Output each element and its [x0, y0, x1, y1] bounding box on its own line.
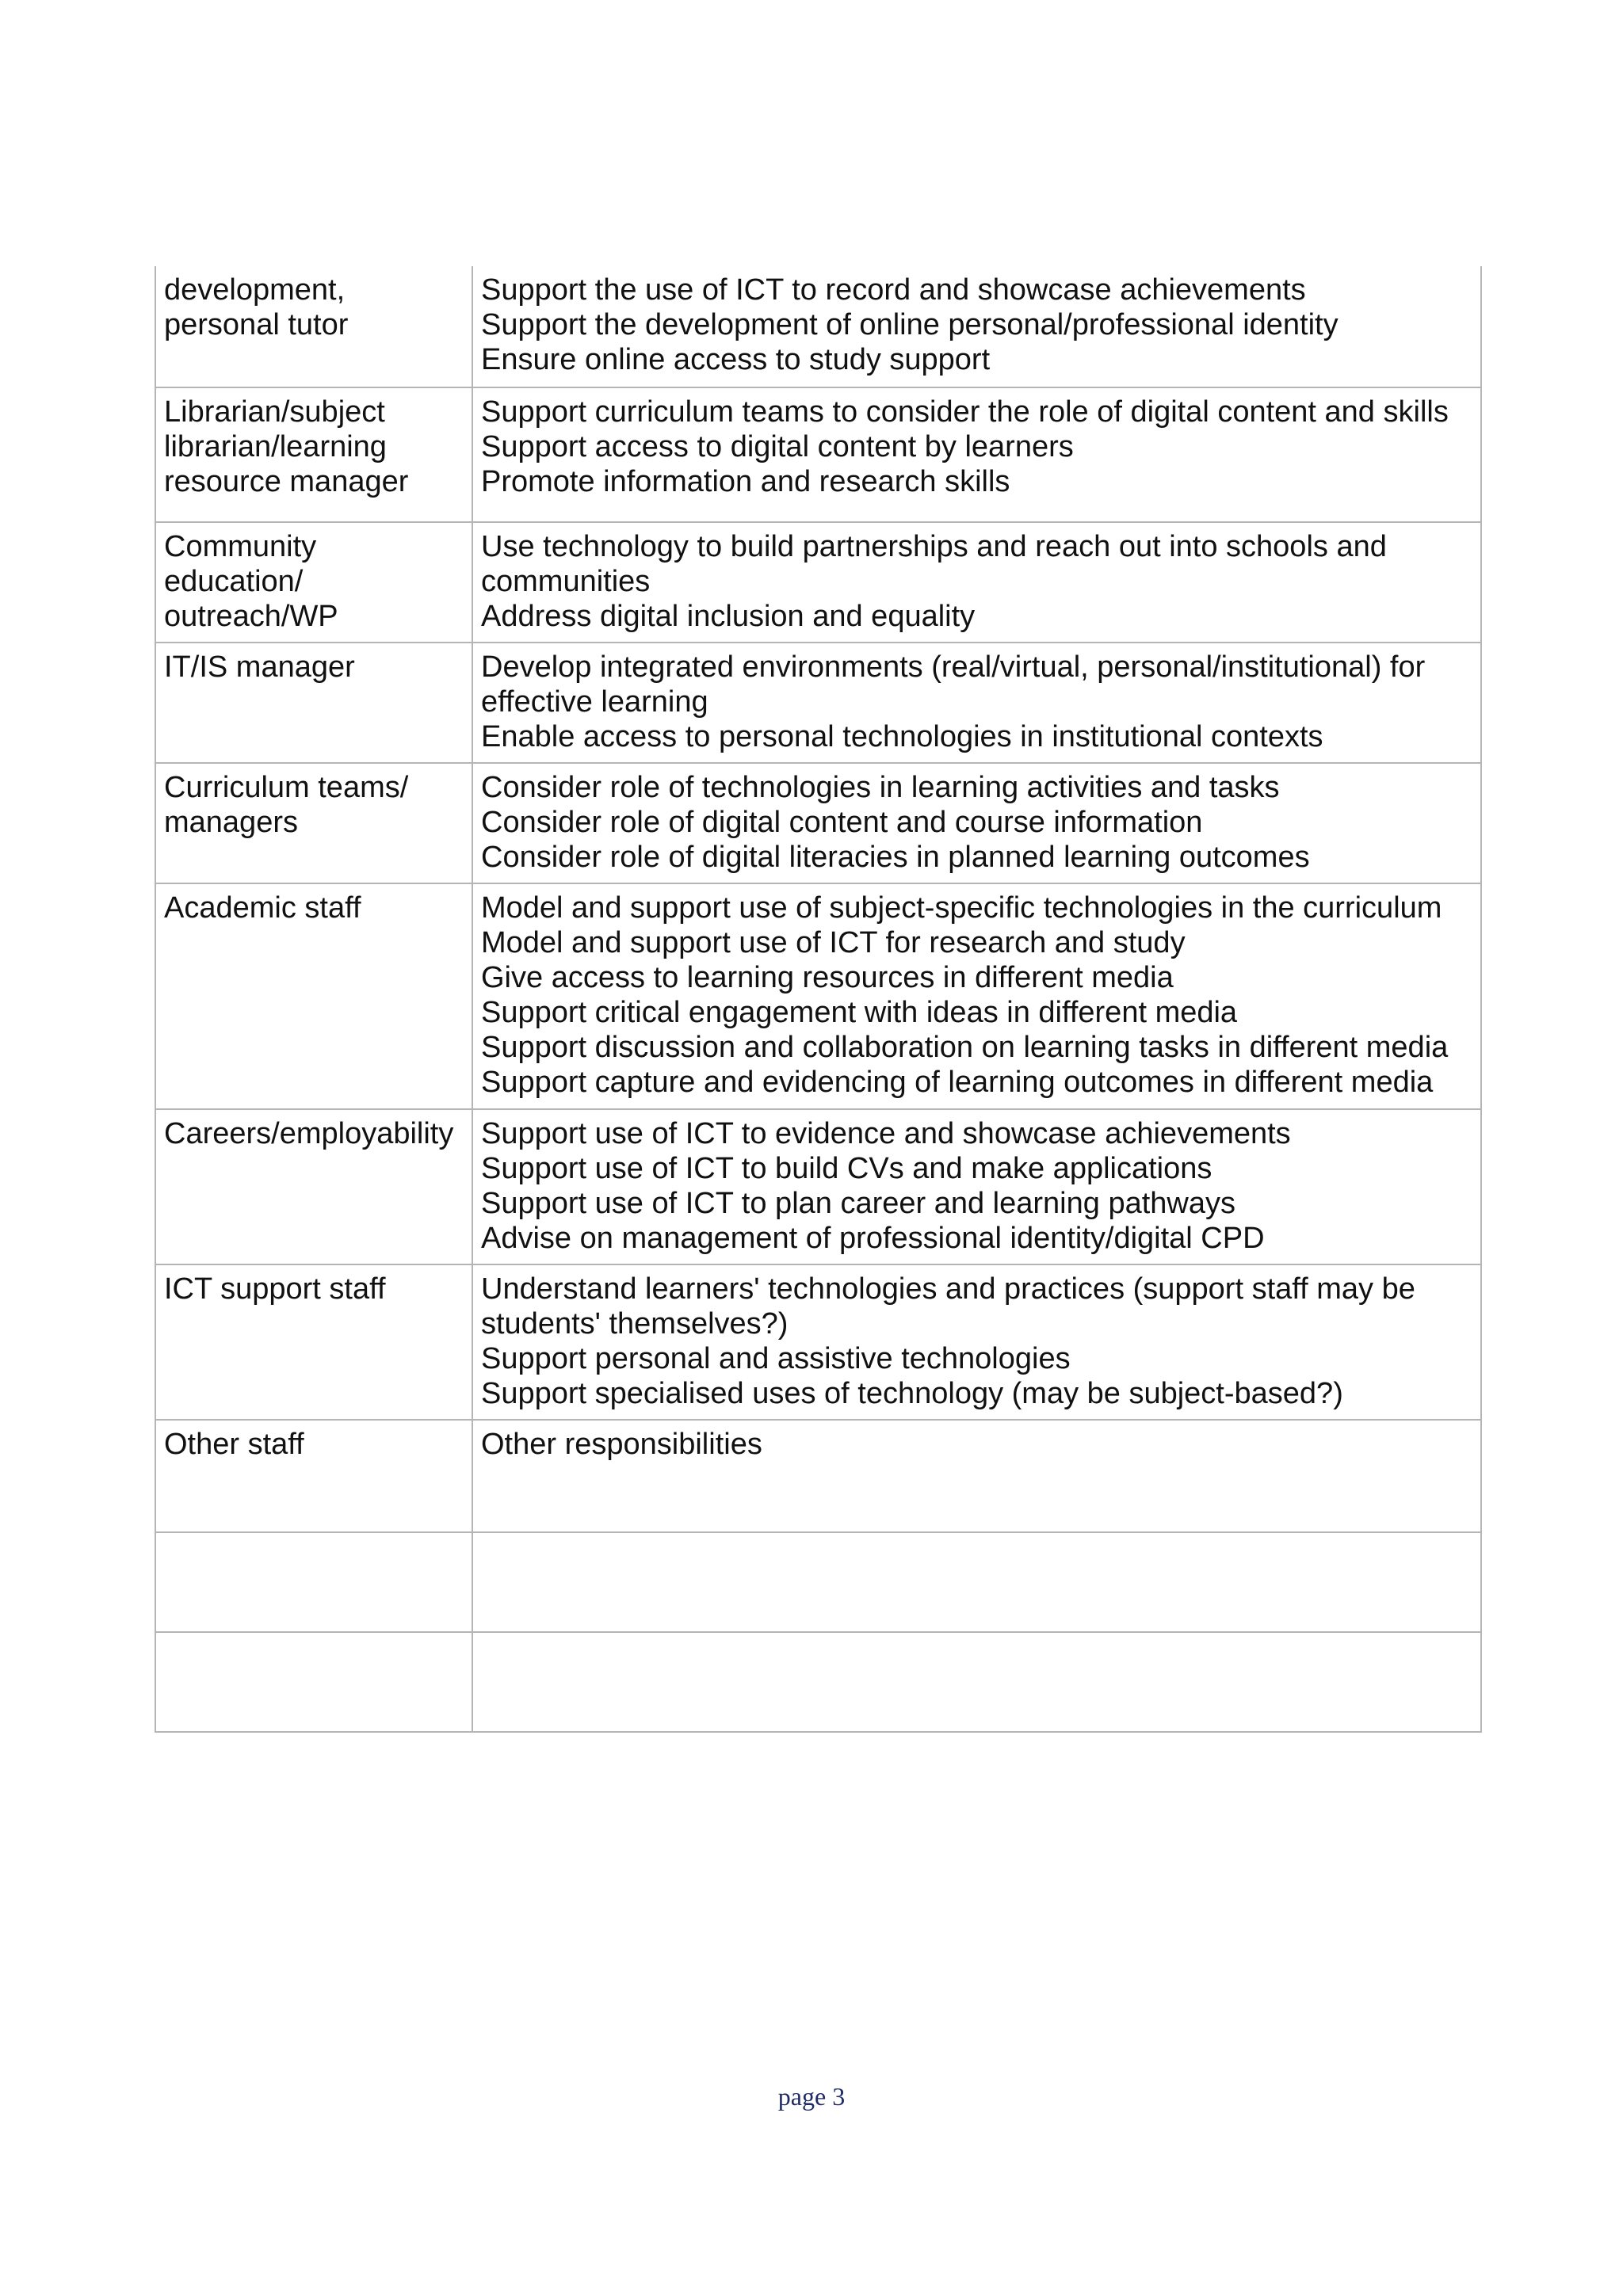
responsibilities-cell: Support curriculum teams to consider the role of digital content and skills Support access to digital content by learners Promote information and research skills [472, 387, 1481, 522]
table-row [155, 1109, 1481, 1264]
table-row [155, 266, 1481, 387]
empty-table-row [155, 1632, 1481, 1732]
responsibilities-cell: Model and support use of subject-specific technologies in the curriculum Model and support use of ICT for research and study Give access to learning resources in different media Support critical engagement with ideas in different media Support discussion and collaboration on learning tasks in different media Support capture and evidencing of learning outcomes in different media [472, 883, 1481, 1109]
table-row [155, 522, 1481, 643]
table-row [155, 643, 1481, 763]
roles-responsibilities-table [155, 266, 1482, 1733]
role-cell: Other staff [155, 1420, 472, 1532]
responsibilities-cell: Develop integrated environments (real/virtual, personal/institutional) for effective learning Enable access to personal technologies in institutional contexts [472, 643, 1481, 763]
table-row [155, 1264, 1481, 1420]
role-cell: IT/IS manager [155, 643, 472, 763]
role-cell [155, 1632, 472, 1732]
role-cell: Academic staff [155, 883, 472, 1109]
empty-table-row [155, 1532, 1481, 1632]
responsibilities-cell [472, 1632, 1481, 1732]
responsibilities-cell: Other responsibilities [472, 1420, 1481, 1532]
role-cell: Careers/employability [155, 1109, 472, 1264]
responsibilities-cell: Use technology to build partnerships and reach out into schools and communities Address digital inclusion and equality [472, 522, 1481, 643]
responsibilities-cell: Understand learners' technologies and practices (support staff may be students' themselves?) Support personal and assistive technologies Support specialised uses of technology (may be subject-based?) [472, 1264, 1481, 1420]
table-row [155, 1420, 1481, 1532]
page-number: page 3 [777, 2082, 846, 2111]
table-row [155, 883, 1481, 1109]
role-cell [155, 1532, 472, 1632]
role-cell: Librarian/subject librarian/learning resource manager [155, 387, 472, 522]
table-row [155, 763, 1481, 883]
role-cell: development, personal tutor [155, 266, 472, 387]
role-cell: ICT support staff [155, 1264, 472, 1420]
responsibilities-cell: Consider role of technologies in learning activities and tasks Consider role of digital content and course information Consider role of digital literacies in planned learning outcomes [472, 763, 1481, 883]
responsibilities-cell: Support use of ICT to evidence and showcase achievements Support use of ICT to build CVs and make applications Support use of ICT to plan career and learning pathways Advise on management of professional identity/digital CPD [472, 1109, 1481, 1264]
table-row [155, 387, 1481, 522]
responsibilities-cell [472, 1532, 1481, 1632]
responsibilities-cell: Support the use of ICT to record and showcase achievements Support the development of online personal/professional identity Ensure online access to study support [472, 266, 1481, 387]
role-cell: Community education/ outreach/WP [155, 522, 472, 643]
role-cell: Curriculum teams/ managers [155, 763, 472, 883]
